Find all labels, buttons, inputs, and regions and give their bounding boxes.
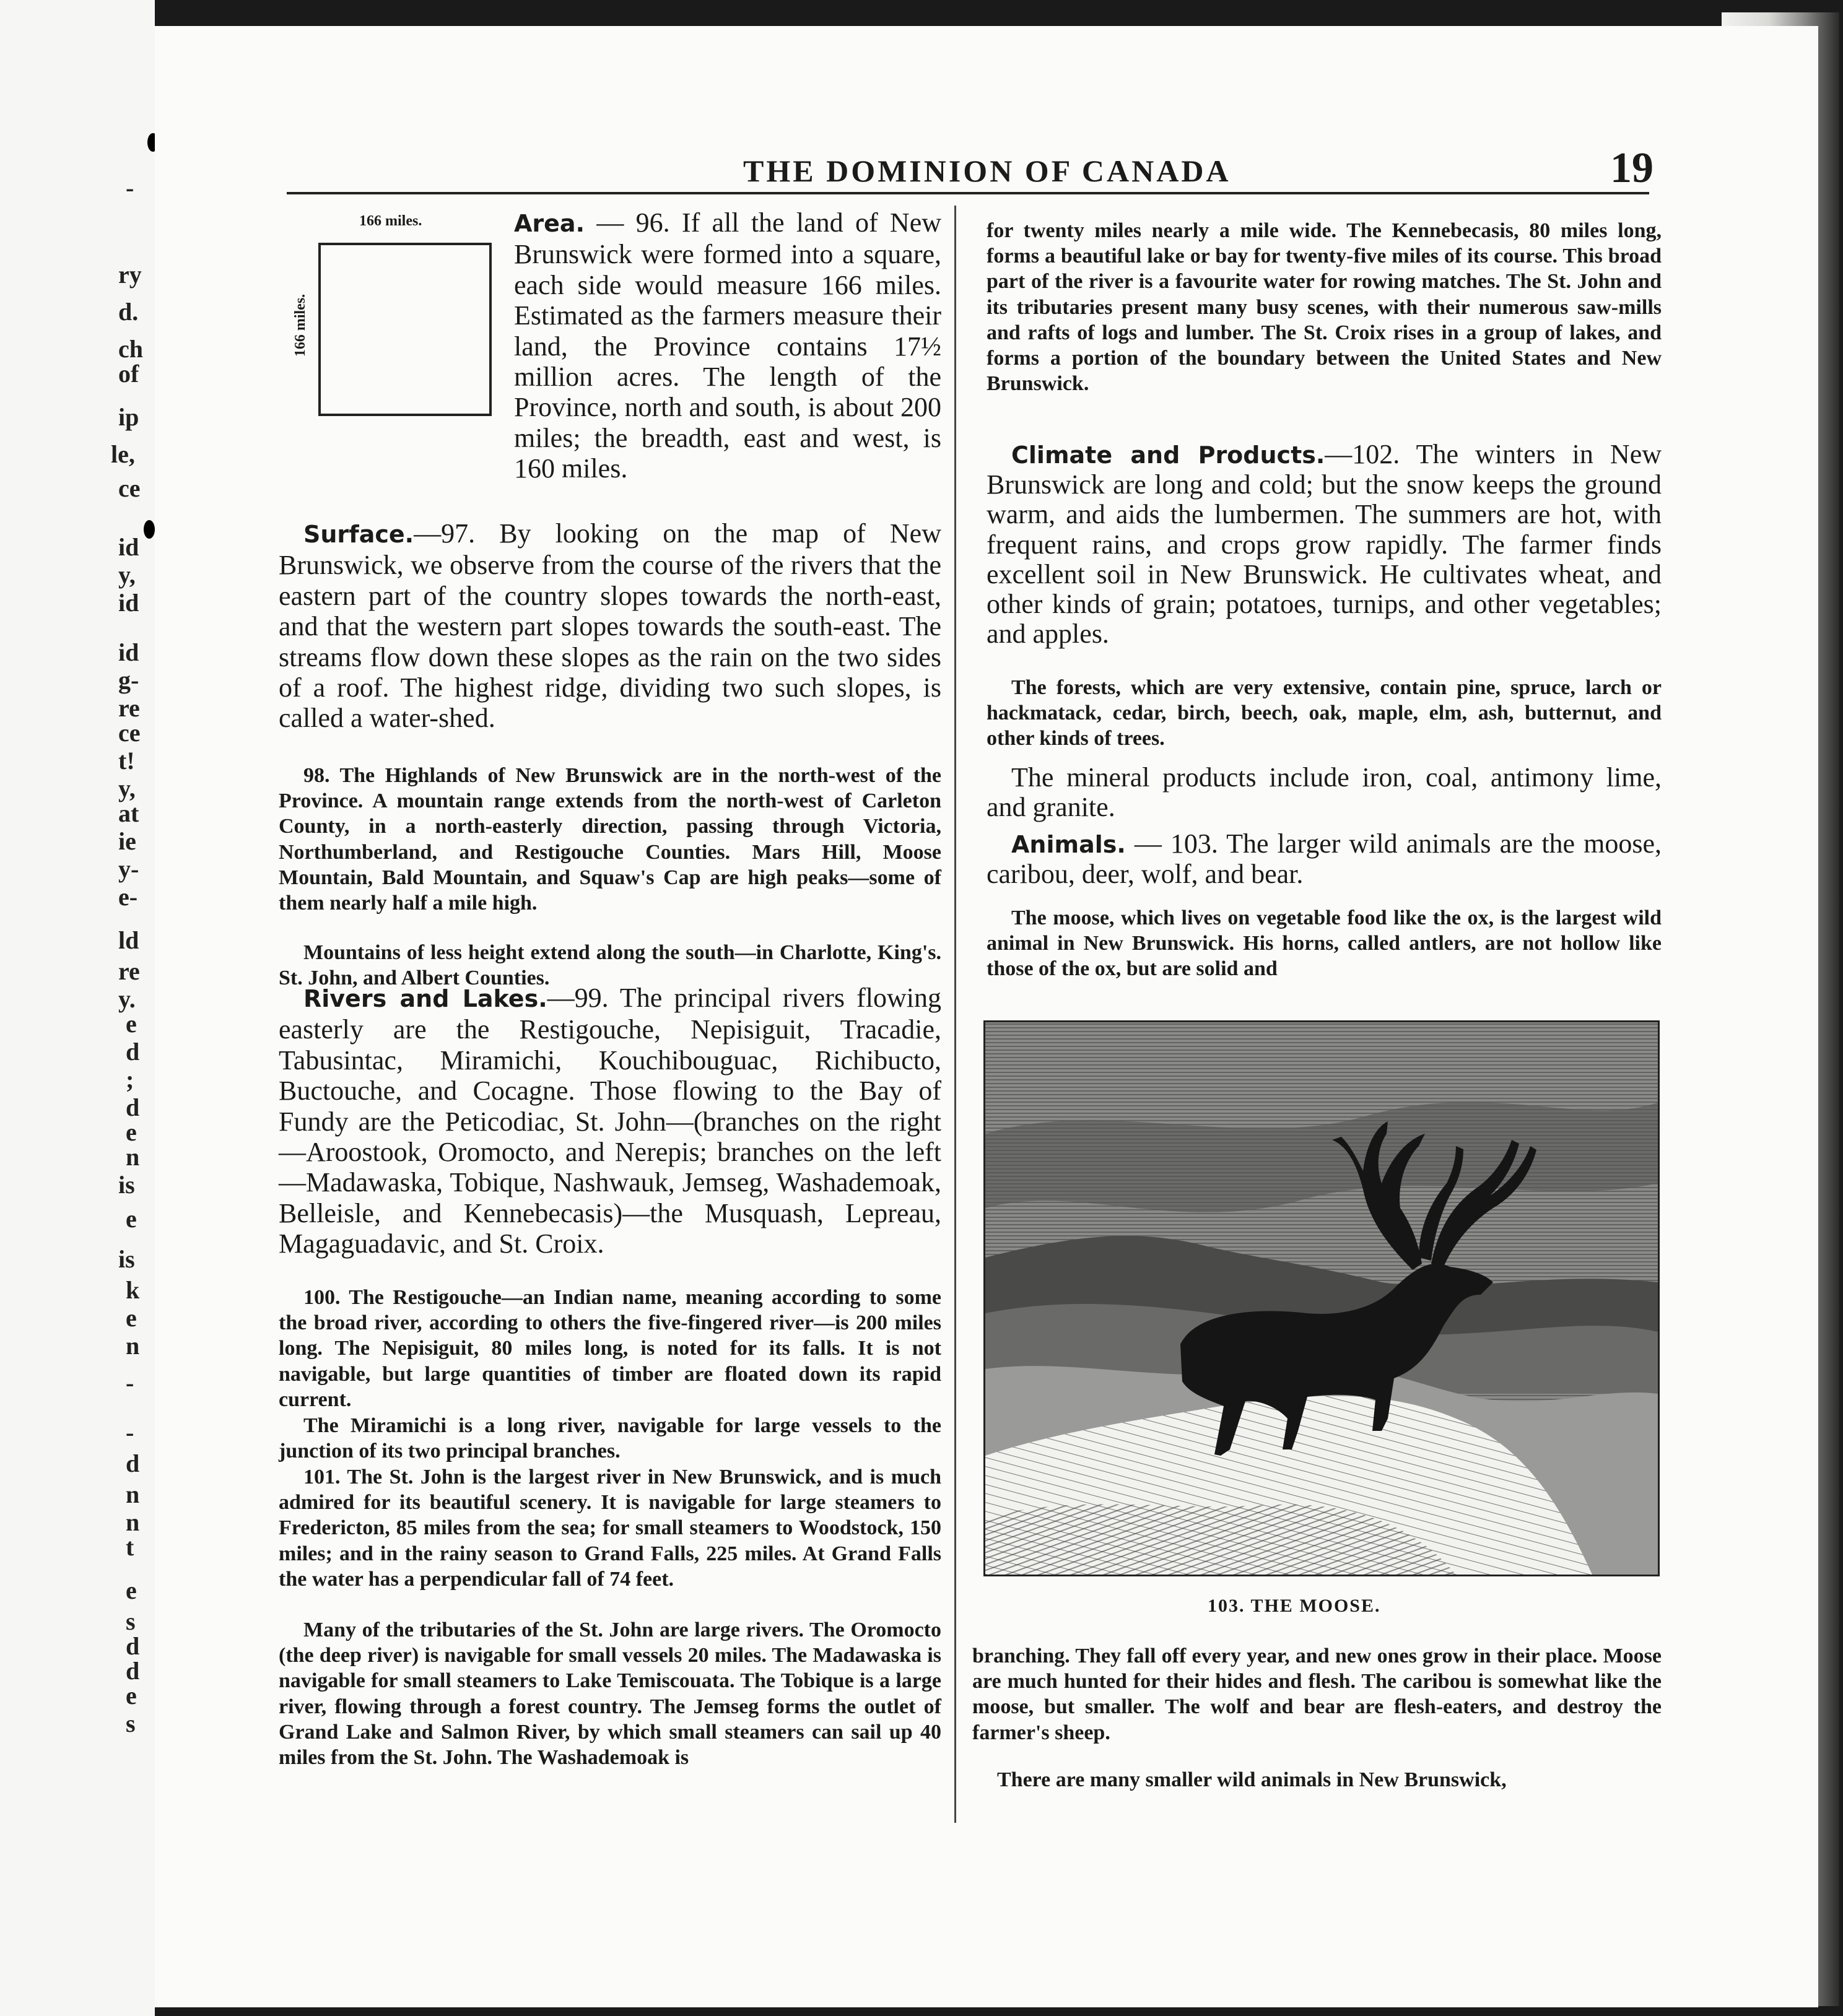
facing-page-fragment: ; [126, 1066, 134, 1093]
binding-mark [144, 520, 155, 539]
facing-page-fragment: ip [118, 403, 139, 431]
square-diagram [318, 243, 492, 416]
facing-page-fragment: y, [118, 561, 136, 589]
rivers-heading: Rivers and Lakes. [303, 985, 547, 1012]
climate-heading: Climate and Products. [1011, 441, 1325, 469]
facing-page-fragment: y- [118, 855, 139, 883]
paragraph-100-cont: The Miramichi is a long river, navigable for large vessels to the junction of its two principal branches. [279, 1414, 941, 1463]
paragraph-101: 101. The St. John is the largest river in New Brunswick, and is much admired for its beautiful scenery. It is navigable for large steamers to Fredericton, 85 miles from the sea; for small steamers to Woodstock, 150 miles; and in the rainy season to Grand Falls, 225 miles. At Grand Falls the water has a perpendicular fall of 74 feet. [279, 1466, 941, 1591]
facing-page-fragment: id [118, 533, 139, 561]
figure-caption: 103. THE MOOSE. [1208, 1596, 1381, 1616]
facing-page-fragment: d. [118, 298, 139, 326]
facing-page-fragment: e [126, 1010, 137, 1038]
surface-paragraph: Surface.—97. By looking on the map of New Brunswick, we observe from the course of the rivers that the eastern part of the country slopes towards the north-east, and that the western part slopes towards the south-east. The streams flow down these slopes as the rain on the two sides of a roof. The highest ridge, dividing two such slopes, is called a water-shed. [279, 518, 941, 734]
facing-page-fragment: k [126, 1276, 140, 1304]
facing-page-fragment: y. [118, 985, 136, 1013]
rivers-continuation: for twenty miles nearly a mile wide. The Kennebecasis, 80 miles long, forms a beautiful lake or bay for twenty-five miles of its course. This broad part of the river is a favourite water for rowing matches. The St. John and its tributaries present many busy scenes, with their numerous saw-mills and rafts of logs and lumber. The St. Croix rises in a group of lakes, and forms a portion of the boundary between the United States and New Brunswick. [987, 219, 1662, 396]
facing-page-fragment: e [126, 1205, 137, 1233]
facing-page-fragment: e [126, 1682, 137, 1710]
facing-page-fragment: e [126, 1304, 137, 1332]
facing-page-fragment: ry [118, 261, 142, 289]
column-rule [954, 206, 956, 1823]
rivers-paragraph: Rivers and Lakes.—99. The principal rivers flowing easterly are the Restigouche, Nepisiguit, Tracadie, Tabusintac, Miramichi, Kouchibouguac, Richibucto, Buctouche, and Cocagne. Those flowing to the Bay of Fundy are the Peticodiac, St. John—(branches on the right—Aroostook, Oromocto, and Nerepis; branches on the left—Madawaska, Tobique, Nashwauk, Jemseg, Washademoak, Belleisle, and Kennebecasis)—the Musquash, Lepreau, Magaguadavic, and St. Croix. [279, 983, 941, 1259]
facing-page-fragment: d [126, 1038, 140, 1066]
paragraph-98-cont: Mountains of less height extend along the south—in Charlotte, King's. St. John, and Albert Counties. [279, 941, 941, 990]
area-heading: Area. [514, 210, 585, 237]
facing-page-fragment: n [126, 1508, 140, 1536]
facing-page-fragment: g- [118, 666, 139, 694]
facing-page-fragment: d [126, 1449, 140, 1477]
facing-page-fragment: - [126, 1419, 134, 1446]
facing-page-fragment: d [126, 1093, 140, 1121]
facing-page-fragment: - [126, 1369, 134, 1397]
moose-continuation: branching. They fall off every year, and new ones grow in their place. Moose are much hunted for their hides and flesh. The caribou is somewhat like the moose, but smaller. The wolf and bear are flesh-eaters, and destroy the farmer's sheep. [972, 1645, 1662, 1744]
facing-page-fragment: e [126, 1118, 137, 1146]
facing-page-fragment: is [118, 1171, 135, 1199]
facing-page-fragment: re [118, 694, 140, 722]
last-line: There are many smaller wild animals in New Brunswick, [997, 1768, 1507, 1791]
animals-paragraph: Animals. — 103. The larger wild animals are the moose, caribou, deer, wolf, and bear. [987, 828, 1662, 890]
facing-page-fragment: n [126, 1480, 140, 1508]
facing-page-fragment: d [126, 1657, 140, 1685]
facing-page-fragment: ch [118, 335, 143, 363]
forests-paragraph: The forests, which are very extensive, contain pine, spruce, larch or hackmatack, cedar, birch, beech, oak, maple, elm, ash, butternut, and other kinds of trees. [987, 676, 1662, 750]
header-rule [287, 192, 1649, 194]
facing-page-fragment: ie [118, 827, 136, 855]
facing-page-fragment: e [126, 1576, 137, 1604]
facing-page-fragment: y, [118, 775, 136, 802]
facing-page-fragment: - [126, 174, 134, 202]
facing-page-fragment: d [126, 1632, 140, 1660]
facing-page-fragment: of [118, 360, 139, 388]
facing-page-fragment: s [126, 1710, 136, 1737]
square-side-label: 166 miles. [292, 293, 309, 357]
paragraph-100: 100. The Restigouche—an Indian name, meaning according to some the broad river, according to others the five-fingered river—is 200 miles long. The Nepisiguit, 80 miles long, is noted for its falls. It is not navigable, but large quantities of timber are floated down its rapid current. [279, 1286, 941, 1411]
moose-paragraph: The moose, which lives on vegetable food like the ox, is the largest wild animal in New Brunswick. His horns, called antlers, are not hollow like those of the ox, but are solid and [987, 906, 1662, 981]
paragraph-101-cont: Many of the tributaries of the St. John are large rivers. The Oromocto (the deep river) is navigable for small vessels 20 miles. The Madawaska is navigable for small steamers to Lake Temiscouata. The Tobique is a large river, flowing through a forest country. The Jemseg forms the outlet of Grand Lake and Salmon River, by which small steamers can sail up 40 miles from the St. John. The Washademoak is [279, 1618, 941, 1770]
climate-paragraph: Climate and Products.—102. The winters in New Brunswick are long and cold; but the snow keeps the ground warm, and aids the lumbermen. The summers are hot, with frequent rains, and crops grow rapidly. The farmer finds excellent soil in New Brunswick. He cultivates wheat, and other kinds of grain; potatoes, turnips, and other vegetables; and apples. [987, 439, 1662, 650]
facing-page-fragment: n [126, 1143, 140, 1171]
square-top-label: 166 miles. [359, 213, 422, 229]
area-paragraph: Area. — 96. If all the land of New Brunswick were formed into a square, each side would measure 166 miles. Estimated as the farmers measure their land, the Province contains 17½ million acres. The length of the Province, north and south, is about 200 miles; the breadth, east and west, is 160 miles. [514, 207, 941, 484]
facing-page-fragment: n [126, 1332, 140, 1360]
facing-page-fragment: ce [118, 719, 141, 747]
animals-heading: Animals. [1011, 831, 1126, 858]
facing-page-fragment: is [118, 1245, 135, 1273]
book-page [155, 26, 1818, 2007]
surface-heading: Surface. [303, 521, 414, 548]
facing-page-fragment: t [126, 1533, 134, 1561]
facing-page-fragment: id [118, 638, 139, 666]
moose-engraving [983, 1020, 1660, 1576]
mineral-paragraph: The mineral products include iron, coal, antimony lime, and granite. [987, 762, 1662, 823]
facing-page-fragment: s [126, 1607, 136, 1635]
facing-page-fragment: t! [118, 747, 135, 775]
facing-page-fragment: id [118, 589, 139, 617]
facing-page-fragment: e- [118, 883, 138, 911]
page-number: 19 [1610, 144, 1653, 192]
facing-page-fragment: ld [118, 926, 139, 954]
facing-page-fragment: at [118, 799, 139, 827]
running-header: THE DOMINION OF CANADA [743, 154, 1231, 188]
facing-page-fragment: re [118, 957, 140, 985]
facing-page-fragment: ce [118, 474, 141, 502]
paragraph-98: 98. The Highlands of New Brunswick are in the north-west of the Province. A mountain range extends from the north-west of Carleton County, in a north-easterly direction, passing through Victoria, Northumberland, and Restigouche Counties. Mars Hill, Moose Mountain, Bald Mountain, and Squaw's Cap are high peaks—some of them nearly half a mile high. [279, 764, 941, 915]
facing-page-fragment: le, [111, 440, 135, 468]
